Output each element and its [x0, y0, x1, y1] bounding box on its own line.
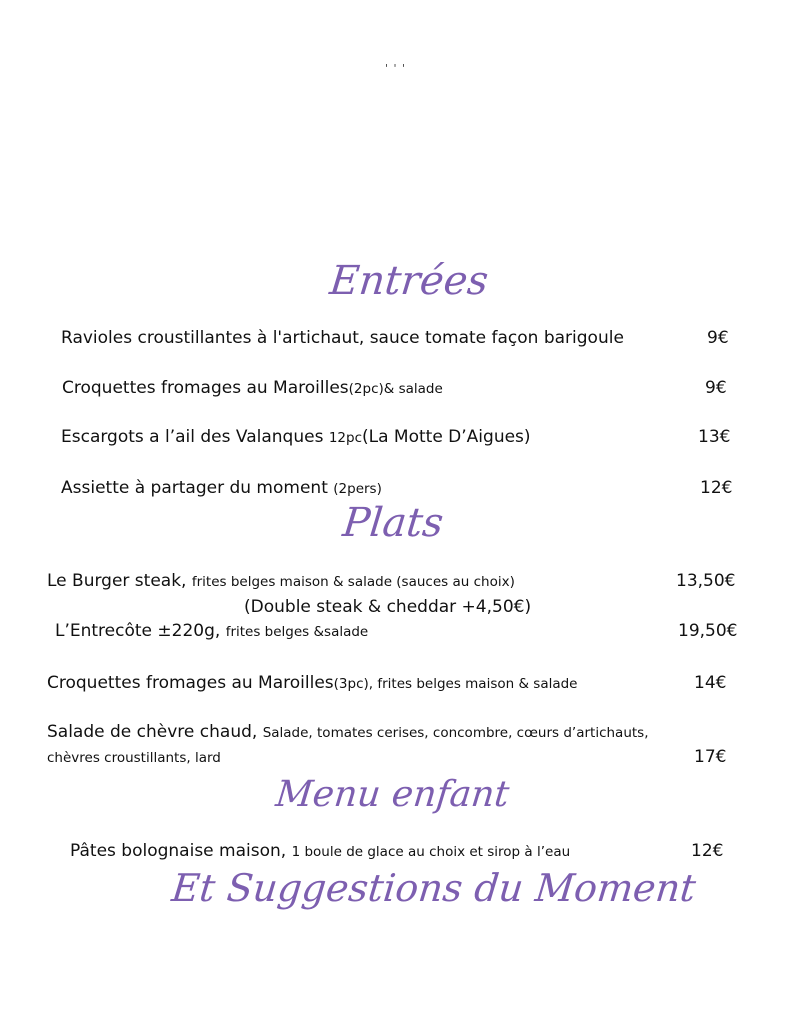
entree-item: [62, 378, 443, 398]
plat-item: [55, 621, 368, 641]
plat-item-name: Le Burger steak,: [47, 571, 192, 591]
entree-item-name: Escargots a l’ail des Valanques: [61, 427, 329, 447]
plat-item-detail: (3pc),: [333, 676, 378, 692]
plat-item-detail: frites belges &salade: [225, 624, 369, 640]
enfant-item-name: Pâtes bolognaise maison,: [70, 841, 292, 861]
plat-item-detail-sides: frites belges maison & salade: [377, 676, 578, 692]
entree-item-price: 9€: [707, 328, 729, 348]
entree-item-price: 13€: [698, 427, 731, 447]
plat-item: [47, 722, 649, 742]
entree-item-detail: (2pc)& salade: [348, 381, 443, 397]
entree-item-price: 12€: [700, 478, 733, 498]
plat-item-name: Croquettes fromages au Maroilles: [47, 673, 334, 693]
section-title-suggestions: Et Suggestions du Moment: [169, 866, 698, 910]
enfant-item: [70, 841, 570, 861]
section-title-plats: Plats: [340, 500, 446, 546]
entree-item-name: Ravioles croustillantes à l'artichaut, sauce tomate façon barigoule: [61, 328, 624, 348]
plat-item-price: 17€: [694, 747, 727, 767]
section-title-menu-enfant: Menu enfant: [273, 774, 512, 815]
enfant-item-price: 12€: [691, 841, 724, 861]
plat-item-detail-cont: chèvres croustillants, lard: [47, 750, 221, 766]
top-mark: ' ' ': [385, 62, 407, 75]
plat-item: [47, 673, 577, 693]
plat-item-detail: Salade, tomates cerises, concombre, cœurs d’artichauts,: [262, 725, 649, 741]
plat-item-price: 19,50€: [678, 621, 738, 641]
entree-item-name: Assiette à partager du moment: [61, 478, 334, 498]
section-title-entrees: Entrées: [327, 258, 491, 304]
plat-item-name: L’Entrecôte ±220g,: [55, 621, 226, 641]
entree-item: [61, 427, 531, 447]
plat-item-price: 13,50€: [676, 571, 736, 591]
entree-item: [61, 478, 382, 498]
entree-item-detail: (2pers): [333, 481, 382, 497]
plat-item-detail: frites belges maison & salade (sauces au choix): [191, 574, 515, 590]
plat-item-name: Salade de chèvre chaud,: [47, 722, 263, 742]
plat-item-extra: (Double steak & cheddar +4,50€): [244, 597, 532, 617]
enfant-item-detail: 1 boule de glace au choix et sirop à l’eau: [291, 844, 571, 860]
entree-item-name: Croquettes fromages au Maroilles: [62, 378, 349, 398]
entree-item-price: 9€: [705, 378, 727, 398]
entree-item-detail-origin: (La Motte D’Aigues): [362, 427, 531, 447]
plat-item-price: 14€: [694, 673, 727, 693]
plat-item: [47, 571, 515, 591]
entree-item-detail: 12pc: [328, 430, 362, 446]
